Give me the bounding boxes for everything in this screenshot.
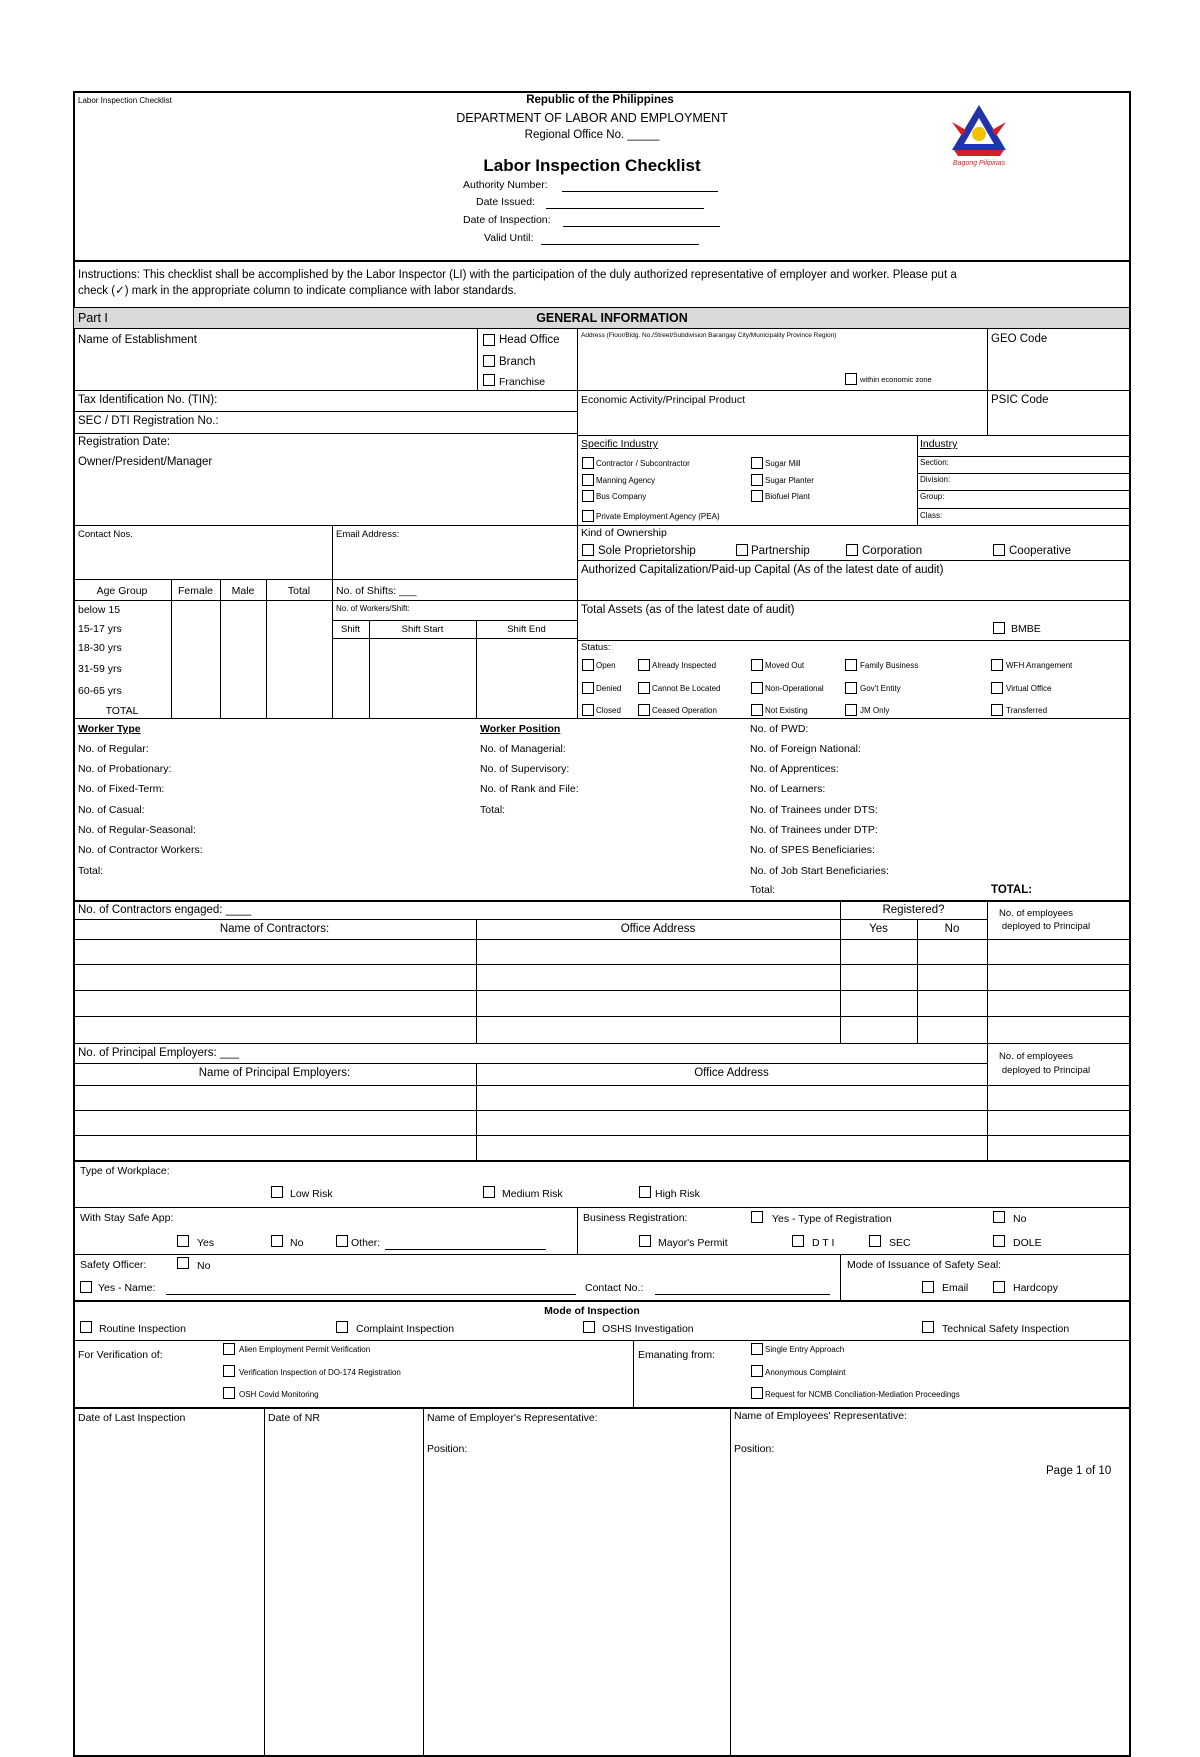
shift-end-header: Shift End: [507, 624, 546, 635]
sugar-mill-checkbox[interactable]: [751, 457, 763, 469]
biofuel-plant-label: Biofuel Plant: [765, 492, 810, 501]
seal-email-label: Email: [942, 1282, 969, 1294]
registration-no-label: No: [1013, 1213, 1027, 1225]
safety-contact-label: Contact No.:: [585, 1282, 644, 1294]
male-header: Male: [231, 585, 255, 597]
shift-header: Shift: [340, 624, 360, 635]
safety-officer-yes-label: Yes - Name:: [98, 1282, 156, 1294]
partnership-label: Partnership: [751, 545, 810, 557]
last-inspection-label: Date of Last Inspection: [78, 1412, 186, 1424]
routine-inspection-checkbox[interactable]: [80, 1321, 92, 1333]
status-checkbox[interactable]: [751, 704, 763, 716]
employer-rep-position: Position:: [427, 1443, 468, 1455]
date-issued-line[interactable]: [546, 208, 704, 209]
total-assets-label: Total Assets (as of the latest date of audit): [581, 604, 795, 616]
medium-risk-label: Medium Risk: [502, 1188, 563, 1200]
dole-logo: [944, 102, 1014, 172]
bmbe-checkbox[interactable]: [993, 622, 1005, 634]
instructions-line-2: check (✓) mark in the appropriate column to indicate compliance with labor standards.: [78, 285, 517, 297]
manning-agency-label: Manning Agency: [596, 476, 656, 485]
sole-proprietorship-checkbox[interactable]: [582, 544, 594, 556]
psic-code-label: PSIC Code: [991, 394, 1049, 406]
date-issued-label: Date Issued:: [476, 196, 535, 208]
sugar-planter-checkbox[interactable]: [751, 474, 763, 486]
pea-label: Private Employment Agency (PEA): [596, 512, 720, 521]
worker-other-total: Total:: [750, 884, 776, 896]
complaint-inspection-label: Complaint Inspection: [356, 1323, 455, 1335]
status-checkbox[interactable]: [638, 704, 650, 716]
age-row: 31-59 yrs: [78, 663, 122, 675]
seal-email-checkbox[interactable]: [922, 1281, 934, 1293]
complaint-inspection-checkbox[interactable]: [336, 1321, 348, 1333]
emanating-option: Single Entry Approach: [765, 1345, 845, 1354]
worker-type-item: No. of Casual:: [78, 804, 145, 816]
page-number: Page 1 of 10: [1046, 1465, 1112, 1477]
date-of-inspection-label: Date of Inspection:: [463, 214, 551, 226]
owner-label: Owner/President/Manager: [78, 456, 213, 468]
stay-safe-other-line[interactable]: [385, 1249, 546, 1250]
industry-division: Division:: [920, 475, 951, 484]
registration-yes-checkbox[interactable]: [751, 1211, 763, 1223]
sugar-mill-label: Sugar Mill: [765, 459, 801, 468]
status-checkbox[interactable]: [845, 659, 857, 671]
employees-rep-label: Name of Employees' Representative:: [734, 1410, 908, 1422]
worker-type-item: No. of Probationary:: [78, 763, 172, 775]
technical-safety-label: Technical Safety Inspection: [942, 1323, 1070, 1335]
female-header: Female: [177, 585, 213, 597]
status-option: Moved Out: [765, 661, 805, 670]
registered-header: Registered?: [882, 904, 945, 916]
manning-agency-checkbox[interactable]: [582, 474, 594, 486]
status-checkbox[interactable]: [638, 682, 650, 694]
franchise-checkbox[interactable]: [483, 374, 495, 386]
worker-position-item: No. of Managerial:: [480, 743, 566, 755]
low-risk-checkbox[interactable]: [271, 1186, 283, 1198]
safety-officer-label: Safety Officer:: [80, 1259, 147, 1271]
valid-until-label: Valid Until:: [484, 232, 534, 244]
corporation-checkbox[interactable]: [846, 544, 858, 556]
status-option: JM Only: [860, 706, 890, 715]
sole-proprietorship-label: Sole Proprietorship: [598, 545, 696, 557]
deployed-header-2: deployed to Principal: [1001, 921, 1091, 932]
deployed-header-1: No. of employees: [999, 908, 1073, 919]
worker-other-item: No. of Trainees under DTS:: [750, 804, 878, 816]
status-option: Open: [596, 661, 616, 670]
section-title: GENERAL INFORMATION: [536, 311, 688, 325]
principal-name-header: Name of Principal Employers:: [198, 1067, 351, 1079]
specific-industry-label: Specific Industry: [581, 438, 659, 450]
age-row: below 15: [78, 604, 121, 616]
age-row-total: TOTAL: [105, 705, 139, 717]
industry-section: Section:: [920, 458, 949, 467]
instructions-line-1: Instructions: This checklist shall be accomplished by the Labor Inspector (LI) with the participation of the duly authorized representative of employer and worker. Please put a: [78, 269, 957, 281]
mayors-permit-label: Mayor's Permit: [658, 1237, 728, 1249]
status-option: Not Existing: [765, 706, 808, 715]
contact-nos-label: Contact Nos.: [78, 529, 133, 540]
seal-hardcopy-label: Hardcopy: [1013, 1282, 1058, 1294]
emanating-option: Anonymous Complaint: [765, 1368, 846, 1377]
status-option: Cannot Be Located: [652, 684, 721, 693]
worker-type-label: Worker Type: [78, 723, 141, 735]
worker-other-item: No. of Job Start Beneficiaries:: [750, 865, 889, 877]
status-checkbox[interactable]: [751, 682, 763, 694]
status-option: Ceased Operation: [652, 706, 717, 715]
worker-other-item: No. of Apprentices:: [750, 763, 839, 775]
registration-no-checkbox[interactable]: [993, 1211, 1005, 1223]
status-checkbox[interactable]: [845, 682, 857, 694]
worker-position-item: No. of Rank and File:: [480, 783, 579, 795]
worker-type-item: No. of Regular-Seasonal:: [78, 824, 196, 836]
cooperative-label: Cooperative: [1009, 545, 1072, 557]
safety-officer-yes-checkbox[interactable]: [80, 1281, 92, 1293]
status-option: Transferred: [1006, 706, 1048, 715]
emanating-checkbox[interactable]: [751, 1387, 763, 1399]
corporation-label: Corporation: [862, 545, 923, 557]
date-of-inspection-line[interactable]: [563, 226, 720, 227]
worker-other-item: No. of Foreign National:: [750, 743, 861, 755]
capitalization-label: Authorized Capitalization/Paid-up Capital (As of the latest date of audit): [581, 564, 944, 576]
sec-label: SEC: [889, 1237, 911, 1249]
worker-type-item: No. of Contractor Workers:: [78, 844, 203, 856]
status-option: Closed: [596, 706, 621, 715]
industry-group: Group:: [920, 492, 945, 501]
emanating-checkbox[interactable]: [751, 1365, 763, 1377]
authority-number-line[interactable]: [562, 191, 718, 192]
industry-label: Industry: [920, 438, 958, 450]
age-row: 15-17 yrs: [78, 623, 122, 635]
status-option: WFH Arrangement: [1006, 661, 1073, 670]
seal-hardcopy-checkbox[interactable]: [993, 1281, 1005, 1293]
contractor-address-header: Office Address: [620, 923, 696, 935]
registered-no-header: No: [944, 923, 960, 935]
high-risk-label: High Risk: [655, 1188, 700, 1200]
shift-start-header: Shift Start: [401, 624, 444, 635]
head-office-label: Head Office: [499, 334, 560, 346]
economic-zone-checkbox[interactable]: [845, 373, 857, 385]
status-option: Virtual Office: [1006, 684, 1052, 693]
branch-label: Branch: [499, 356, 536, 368]
no-of-shifts-label: No. of Shifts: ___: [336, 585, 417, 597]
pea-checkbox[interactable]: [582, 510, 594, 522]
economic-activity-label: Economic Activity/Principal Product: [581, 394, 745, 406]
department: DEPARTMENT OF LABOR AND EMPLOYMENT: [456, 111, 728, 125]
principal-deployed-header-2: deployed to Principal: [1001, 1065, 1091, 1076]
verification-label: For Verification of:: [78, 1349, 163, 1361]
dti-label: D T I: [812, 1237, 835, 1249]
status-checkbox[interactable]: [582, 704, 594, 716]
inspection-mode-label: Mode of Inspection: [544, 1305, 640, 1317]
business-registration-label: Business Registration:: [583, 1212, 688, 1224]
total-header: Total: [287, 585, 311, 597]
emanating-option: Request for NCMB Conciliation-Mediation Proceedings: [765, 1390, 960, 1399]
worker-position-total: Total:: [480, 804, 506, 816]
stay-safe-other-label: Other:: [351, 1237, 381, 1249]
verification-option: OSH Covid Monitoring: [239, 1390, 319, 1399]
stay-safe-no-label: No: [290, 1237, 304, 1249]
ownership-label: Kind of Ownership: [581, 527, 667, 539]
employer-rep-label: Name of Employer's Representative:: [427, 1412, 598, 1424]
contractor-label: Contractor / Subcontractor: [596, 459, 690, 468]
status-label: Status:: [581, 642, 611, 653]
seal-mode-label: Mode of Issuance of Safety Seal:: [847, 1259, 1002, 1271]
safety-contact-line[interactable]: [655, 1294, 830, 1295]
head-office-checkbox[interactable]: [483, 334, 495, 346]
registration-date-label: Registration Date:: [78, 436, 171, 448]
verification-checkbox[interactable]: [223, 1343, 235, 1355]
page-title: Labor Inspection Checklist: [483, 156, 701, 175]
stay-safe-label: With Stay Safe App:: [80, 1212, 174, 1224]
worker-other-item: No. of Learners:: [750, 783, 826, 795]
worker-other-item: No. of Trainees under DTP:: [750, 824, 878, 836]
stay-safe-no-checkbox[interactable]: [271, 1235, 283, 1247]
establishment-name-label: Name of Establishment: [78, 334, 197, 346]
status-checkbox[interactable]: [845, 704, 857, 716]
worker-position-label: Worker Position: [480, 723, 561, 735]
dole-label: DOLE: [1013, 1237, 1042, 1249]
status-option: Already Inspected: [652, 661, 717, 670]
workers-per-shift-label: No. of Workers/Shift:: [336, 604, 410, 613]
worker-type-item: No. of Fixed-Term:: [78, 783, 165, 795]
status-checkbox[interactable]: [582, 659, 594, 671]
status-option: Family Business: [860, 661, 919, 670]
emanating-checkbox[interactable]: [751, 1343, 763, 1355]
contractors-engaged-label: No. of Contractors engaged: ____: [78, 904, 252, 916]
status-checkbox[interactable]: [991, 682, 1003, 694]
status-checkbox[interactable]: [638, 659, 650, 671]
status-option: Gov't Entity: [860, 684, 901, 693]
status-option: Non-Operational: [765, 684, 824, 693]
status-checkbox[interactable]: [991, 659, 1003, 671]
contractor-name-header: Name of Contractors:: [219, 923, 330, 935]
worker-other-item: No. of PWD:: [750, 723, 809, 735]
verification-option: Verification Inspection of DO-174 Registration: [239, 1368, 401, 1377]
status-option: Denied: [596, 684, 622, 693]
principal-address-header: Office Address: [694, 1067, 769, 1079]
oshs-investigation-checkbox[interactable]: [583, 1321, 595, 1333]
grand-total-label: TOTAL:: [991, 884, 1033, 896]
employees-rep-position: Position:: [734, 1443, 775, 1455]
registered-yes-header: Yes: [869, 923, 888, 935]
industry-class: Class:: [920, 511, 943, 520]
oshs-investigation-label: OSHS Investigation: [602, 1323, 694, 1335]
date-nr-label: Date of NR: [268, 1412, 320, 1424]
technical-safety-checkbox[interactable]: [922, 1321, 934, 1333]
status-checkbox[interactable]: [751, 659, 763, 671]
sec-dti-label: SEC / DTI Registration No.:: [78, 415, 219, 427]
part-label: Part I: [78, 311, 108, 325]
high-risk-checkbox[interactable]: [639, 1186, 651, 1198]
sec-checkbox[interactable]: [869, 1235, 881, 1247]
worker-other-item: No. of SPES Beneficiaries:: [750, 844, 875, 856]
worker-type-item: No. of Regular:: [78, 743, 149, 755]
geo-code-label: GEO Code: [991, 333, 1048, 345]
mayors-permit-checkbox[interactable]: [639, 1235, 651, 1247]
biofuel-plant-checkbox[interactable]: [751, 490, 763, 502]
worker-type-total: Total:: [78, 865, 104, 877]
worker-position-item: No. of Supervisory:: [480, 763, 570, 775]
registration-yes-label: Yes - Type of Registration: [772, 1213, 892, 1225]
stay-safe-yes-label: Yes: [197, 1237, 215, 1249]
dole-checkbox[interactable]: [993, 1235, 1005, 1247]
logo-text: Bagong Pilipinas: [952, 160, 1006, 167]
cooperative-checkbox[interactable]: [993, 544, 1005, 556]
doc-label: Labor Inspection Checklist: [78, 96, 172, 105]
regional-office: Regional Office No. _____: [524, 129, 660, 141]
workplace-label: Type of Workplace:: [80, 1165, 170, 1177]
age-row: 60-65 yrs: [78, 685, 122, 697]
medium-risk-checkbox[interactable]: [483, 1186, 495, 1198]
emanating-label: Emanating from:: [638, 1349, 716, 1361]
routine-inspection-label: Routine Inspection: [99, 1323, 186, 1335]
address-label: Address (Floor/Bldg. No./Street/Subdivision Barangay City/Municipality Province Region): [581, 332, 837, 339]
bmbe-label: BMBE: [1011, 623, 1041, 635]
principal-deployed-header-1: No. of employees: [999, 1051, 1073, 1062]
economic-zone-label: within economic zone: [860, 375, 932, 384]
bus-company-label: Bus Company: [596, 492, 647, 501]
stay-safe-yes-checkbox[interactable]: [177, 1235, 189, 1247]
branch-checkbox[interactable]: [483, 355, 495, 367]
status-checkbox[interactable]: [582, 682, 594, 694]
republic: Republic of the Philippines: [526, 94, 674, 106]
safety-officer-no-label: No: [197, 1260, 211, 1272]
stay-safe-other-checkbox[interactable]: [336, 1235, 348, 1247]
verification-option: Alien Employment Permit Verification: [239, 1345, 371, 1354]
verification-checkbox[interactable]: [223, 1387, 235, 1399]
tin-label: Tax Identification No. (TIN):: [78, 394, 218, 406]
authority-number-label: Authority Number:: [463, 179, 548, 191]
franchise-label: Franchise: [499, 376, 546, 388]
status-checkbox[interactable]: [991, 704, 1003, 716]
verification-checkbox[interactable]: [223, 1365, 235, 1377]
valid-until-line[interactable]: [541, 244, 699, 245]
age-row: 18-30 yrs: [78, 642, 122, 654]
safety-officer-no-checkbox[interactable]: [177, 1257, 189, 1269]
low-risk-label: Low Risk: [290, 1188, 333, 1200]
dti-checkbox[interactable]: [792, 1235, 804, 1247]
email-label: Email Address:: [336, 529, 400, 540]
sugar-planter-label: Sugar Planter: [765, 476, 814, 485]
age-group-header: Age Group: [96, 585, 148, 597]
safety-officer-name-line[interactable]: [166, 1294, 576, 1295]
principal-count-label: No. of Principal Employers: ___: [78, 1047, 240, 1059]
partnership-checkbox[interactable]: [736, 544, 748, 556]
contractor-checkbox[interactable]: [582, 457, 594, 469]
bus-company-checkbox[interactable]: [582, 490, 594, 502]
